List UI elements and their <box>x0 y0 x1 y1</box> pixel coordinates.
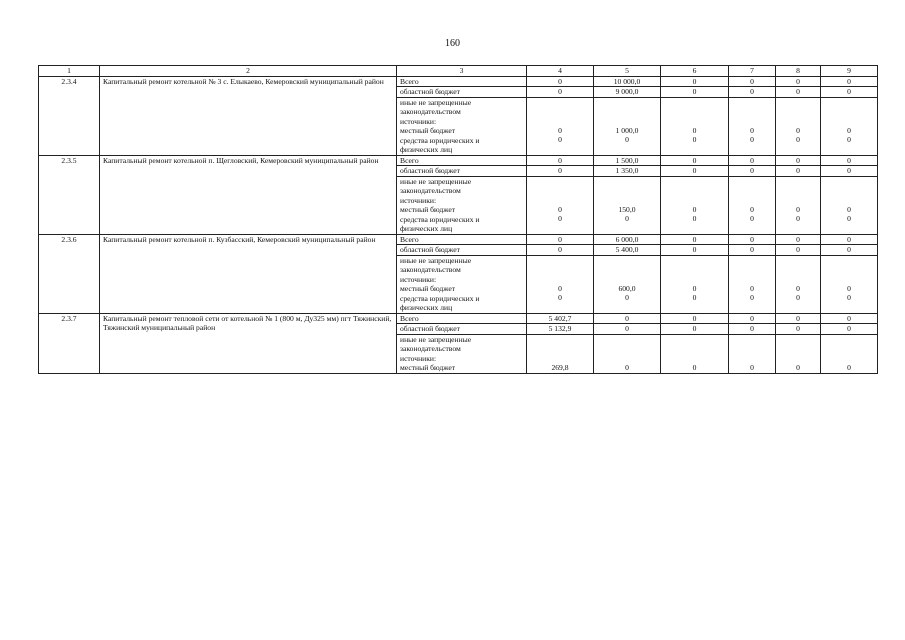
value-cell: 0 <box>625 135 629 144</box>
value-cell: 0 <box>661 155 729 166</box>
source-total: Всего <box>397 155 527 166</box>
value-cell: 0 <box>796 204 800 214</box>
value-cell-group <box>776 334 821 373</box>
item-code: 2.3.7 <box>39 313 100 373</box>
source-other-line: иные не запрещенные <box>400 334 472 344</box>
source-local: местный бюджет <box>400 126 456 135</box>
value-cell: 0 <box>729 324 776 335</box>
value-cell: 0 <box>692 293 697 302</box>
value-cell: 0 <box>729 166 776 177</box>
value-cell: 0 <box>729 313 776 324</box>
source-local: местный бюджет <box>400 205 456 214</box>
value-cell: 0 <box>847 362 851 372</box>
item-code: 2.3.5 <box>39 155 100 234</box>
table-body <box>39 76 878 373</box>
value-cell: 0 <box>558 125 562 135</box>
spacer <box>779 98 817 126</box>
value-cell: 0 <box>750 283 754 293</box>
source-legal-line: физических лиц <box>400 145 453 154</box>
source-regional: областной бюджет <box>397 324 527 335</box>
value-cell: 0 <box>821 324 878 335</box>
col-header: 2 <box>100 66 397 77</box>
spacer <box>732 177 772 205</box>
value-cell: 0 <box>729 76 776 87</box>
source-legal-line: средства юридических и <box>400 293 480 303</box>
source-total: Всего <box>397 234 527 245</box>
item-name: Капитальный ремонт котельной № 3 с. Елыкаево, Кемеровский муниципальный район <box>100 76 397 155</box>
value-cell-group <box>661 255 729 313</box>
value-cell-group <box>776 176 821 234</box>
spacer <box>779 256 817 284</box>
value-cell: 0 <box>527 166 594 177</box>
value-cell: 150,0 <box>618 204 636 214</box>
source-regional: областной бюджет <box>397 87 527 98</box>
value-cell: 0 <box>750 293 754 302</box>
value-cell: 0 <box>692 214 697 223</box>
spacer <box>597 98 657 126</box>
value-cell: 0 <box>729 87 776 98</box>
source-other <box>397 97 527 155</box>
spacer <box>664 335 725 363</box>
value-cell-group <box>776 255 821 313</box>
item-code: 2.3.4 <box>39 76 100 155</box>
value-cell: 0 <box>847 125 851 135</box>
value-cell: 0 <box>527 245 594 256</box>
value-cell: 0 <box>661 324 729 335</box>
value-cell-group <box>776 97 821 155</box>
value-cell: 0 <box>594 313 661 324</box>
value-cell-group <box>821 176 878 234</box>
value-cell: 0 <box>776 155 821 166</box>
value-cell: 0 <box>750 214 754 223</box>
value-cell-group <box>527 176 594 234</box>
value-cell: 0 <box>796 125 800 135</box>
value-cell: 5 400,0 <box>594 245 661 256</box>
value-cell: 0 <box>625 362 629 372</box>
spacer <box>732 256 772 284</box>
item-code: 2.3.6 <box>39 234 100 313</box>
source-other-line: законодательством <box>400 265 461 274</box>
value-cell: 1 000,0 <box>615 125 639 135</box>
col-header: 6 <box>661 66 729 77</box>
value-cell-group <box>729 255 776 313</box>
value-cell: 10 000,0 <box>594 76 661 87</box>
value-cell-group <box>594 334 661 373</box>
col-header: 8 <box>776 66 821 77</box>
col-header: 7 <box>729 66 776 77</box>
value-cell: 0 <box>776 324 821 335</box>
value-cell: 0 <box>821 234 878 245</box>
col-header: 3 <box>397 66 527 77</box>
spacer <box>530 177 590 205</box>
value-cell: 0 <box>776 234 821 245</box>
spacer <box>824 256 874 284</box>
value-cell: 0 <box>776 313 821 324</box>
source-legal-line: физических лиц <box>400 224 453 233</box>
value-cell-group <box>821 255 878 313</box>
header-row <box>39 66 878 77</box>
value-cell: 0 <box>847 293 851 302</box>
table-row <box>39 155 878 166</box>
source-regional: областной бюджет <box>397 245 527 256</box>
value-cell: 600,0 <box>618 283 636 293</box>
spacer <box>732 98 772 126</box>
value-cell: 0 <box>847 204 851 214</box>
value-cell: 0 <box>729 234 776 245</box>
budget-table <box>38 65 878 374</box>
value-cell: 0 <box>527 87 594 98</box>
value-cell: 0 <box>729 155 776 166</box>
value-cell: 0 <box>821 313 878 324</box>
value-cell: 0 <box>729 245 776 256</box>
value-cell: 0 <box>821 76 878 87</box>
value-cell: 0 <box>821 245 878 256</box>
value-cell: 0 <box>661 166 729 177</box>
source-other-line: законодательством <box>400 344 461 353</box>
value-cell: 0 <box>847 214 851 223</box>
value-cell: 0 <box>847 283 851 293</box>
table-row <box>39 234 878 245</box>
value-cell-group <box>729 334 776 373</box>
spacer <box>732 335 772 363</box>
value-cell: 0 <box>661 234 729 245</box>
value-cell: 0 <box>692 204 697 214</box>
value-cell: 0 <box>692 135 697 144</box>
value-cell: 0 <box>692 283 697 293</box>
value-cell: 0 <box>661 76 729 87</box>
value-cell: 9 000,0 <box>594 87 661 98</box>
item-name: Капитальный ремонт котельной п. Кузбасский, Кемеровский муниципальный район <box>100 234 397 313</box>
source-other-line: иные не запрещенные <box>400 176 472 186</box>
source-other-line: законодательством <box>400 186 461 195</box>
source-regional: областной бюджет <box>397 166 527 177</box>
spacer <box>597 177 657 205</box>
value-cell: 1 350,0 <box>594 166 661 177</box>
value-cell-group <box>661 97 729 155</box>
value-cell: 0 <box>558 293 562 302</box>
value-cell: 0 <box>750 204 754 214</box>
spacer <box>824 98 874 126</box>
value-cell: 0 <box>527 155 594 166</box>
value-cell: 0 <box>821 87 878 98</box>
table-row <box>39 313 878 324</box>
source-total: Всего <box>397 76 527 87</box>
value-cell: 0 <box>625 214 629 223</box>
source-other-line: источники: <box>400 116 437 126</box>
source-other-line: источники: <box>400 353 437 363</box>
value-cell: 0 <box>661 313 729 324</box>
value-cell: 0 <box>750 362 754 372</box>
value-cell: 0 <box>776 245 821 256</box>
value-cell-group <box>821 334 878 373</box>
value-cell: 1 500,0 <box>594 155 661 166</box>
col-header: 5 <box>594 66 661 77</box>
page-number: 160 <box>445 38 460 49</box>
value-cell: 0 <box>750 125 754 135</box>
col-header: 9 <box>821 66 878 77</box>
value-cell: 0 <box>527 234 594 245</box>
value-cell: 0 <box>776 76 821 87</box>
source-local: местный бюджет <box>400 284 456 293</box>
value-cell: 0 <box>558 135 562 144</box>
value-cell: 0 <box>796 283 800 293</box>
spacer <box>530 335 590 363</box>
source-total: Всего <box>397 313 527 324</box>
value-cell: 0 <box>625 293 629 302</box>
value-cell-group <box>594 255 661 313</box>
value-cell-group <box>729 176 776 234</box>
source-other <box>397 255 527 313</box>
value-cell: 0 <box>558 283 562 293</box>
col-header: 4 <box>527 66 594 77</box>
value-cell: 0 <box>796 214 800 223</box>
value-cell-group <box>729 97 776 155</box>
value-cell-group <box>527 255 594 313</box>
source-local: местный бюджет <box>400 363 456 372</box>
source-legal-line: физических лиц <box>400 303 453 312</box>
value-cell: 0 <box>821 155 878 166</box>
spacer <box>597 256 657 284</box>
value-cell: 0 <box>796 135 800 144</box>
source-other-line: иные не запрещенные <box>400 97 472 107</box>
spacer <box>664 177 725 205</box>
spacer <box>530 256 590 284</box>
spacer <box>779 335 817 363</box>
source-other <box>397 176 527 234</box>
value-cell: 0 <box>692 125 697 135</box>
value-cell-group <box>594 176 661 234</box>
value-cell: 269,8 <box>551 362 569 372</box>
value-cell: 0 <box>847 135 851 144</box>
item-name: Капитальный ремонт тепловой сети от котельной № 1 (800 м, Ду325 мм) пгт Тяжинский, Тяжинский муниципальный район <box>100 313 397 373</box>
value-cell-group <box>661 334 729 373</box>
spacer <box>824 177 874 205</box>
value-cell-group <box>527 97 594 155</box>
value-cell: 0 <box>692 362 697 372</box>
item-name: Капитальный ремонт котельной п. Щегловский, Кемеровский муниципальный район <box>100 155 397 234</box>
value-cell: 0 <box>527 76 594 87</box>
spacer <box>824 335 874 363</box>
source-legal-line: средства юридических и <box>400 135 480 145</box>
table-row <box>39 76 878 87</box>
spacer <box>530 98 590 126</box>
value-cell: 0 <box>796 362 800 372</box>
value-cell: 0 <box>661 245 729 256</box>
value-cell: 0 <box>776 87 821 98</box>
value-cell: 0 <box>776 166 821 177</box>
value-cell-group <box>527 334 594 373</box>
value-cell: 0 <box>821 166 878 177</box>
value-cell-group <box>821 97 878 155</box>
spacer <box>664 256 725 284</box>
value-cell: 0 <box>750 135 754 144</box>
source-other-line: законодательством <box>400 107 461 116</box>
value-cell: 0 <box>558 214 562 223</box>
value-cell-group <box>661 176 729 234</box>
col-header: 1 <box>39 66 100 77</box>
source-other-line: иные не запрещенные <box>400 255 472 265</box>
value-cell: 6 000,0 <box>594 234 661 245</box>
value-cell: 0 <box>558 204 562 214</box>
spacer <box>664 98 725 126</box>
spacer <box>597 335 657 363</box>
value-cell: 0 <box>661 87 729 98</box>
value-cell: 0 <box>594 324 661 335</box>
value-cell: 5 402,7 <box>527 313 594 324</box>
source-other-line: источники: <box>400 195 437 205</box>
value-cell: 5 132,9 <box>527 324 594 335</box>
source-other <box>397 334 527 373</box>
source-legal-line: средства юридических и <box>400 214 480 224</box>
spacer <box>779 177 817 205</box>
source-other-line: источники: <box>400 274 437 284</box>
value-cell-group <box>594 97 661 155</box>
value-cell: 0 <box>796 293 800 302</box>
